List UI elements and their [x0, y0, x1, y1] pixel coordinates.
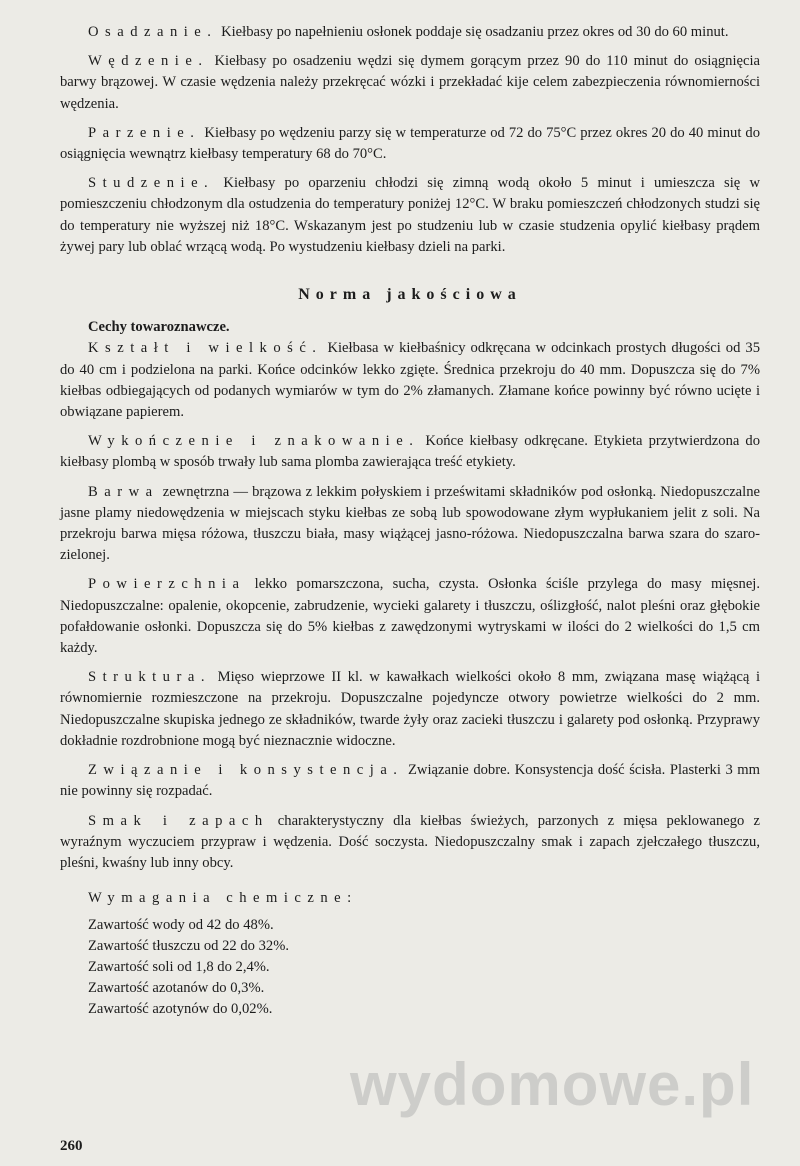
paragraph-lead: Wykończenie i znakowanie. [88, 433, 420, 450]
paragraph-text: Kiełbasy po osadzeniu wędzi się dymem gorącym przez 90 do 110 minut do osiągnięcia barwy brązowej. W czasie wędzenia należy przekręcać wózki i przekładać kije celem zabezpieczenia równomierności wędzenia. [60, 53, 760, 112]
chem-requirements-list [60, 915, 760, 1020]
paragraph-text: charakterystyczny dla kiełbas świeżych, parzonych z mięsa peklowanego z wyraźnym wyczuciem przypraw i wędzenia. Dość soczysta. Niedopuszczalny smak i zapach zjełczałego tłuszczu, pleśni, kwaśny lub inny obcy. [60, 812, 760, 871]
paragraph-zwiazanie [60, 760, 760, 802]
paragraph-text: Końce kiełbasy odkręcane. Etykieta przytwierdzona do kiełbasy plombą w sposób trwały lub sama plomba zawierająca treść etykiety. [60, 433, 760, 471]
paragraph-lead: Powierzchnia [88, 576, 246, 593]
paragraph-text: Mięso wieprzowe II kl. w kawałkach wielkości około 8 mm, związana masę wiążącą i równomiernie rozmieszczone na przekroju. Dopuszczalne pojedyncze otwory powietrze wielkości do 2 mm. Niedopuszczalne skupiska jednego ze składników, twarde żyły oraz zacieki tłuszczu i galarety pod osłonką. Przyprawy dokładnie rozdrobnione mogą być nieznacznie widoczne. [60, 669, 760, 749]
paragraph-text: zewnętrzna — brązowa z lekkim połyskiem i prześwitami składników pod osłonką. Niedopuszczalne jasne plamy niedowędzenia w miejscach styku kiełbas ze sobą lub spowodowane złym wypłukaniem jelit z soli. Na przekroju barwa mięsa różowa, tłuszczu biała, masy wiążącej jasno-różowa. Niedopuszczalna barwa szara do szaro-zielonej. [60, 483, 760, 564]
paragraph-lead: Kształt i wielkość. [88, 340, 323, 357]
list-item: Zawartość soli od 1,8 do 2,4%. [88, 959, 270, 976]
paragraph-parzenie [60, 123, 760, 165]
list-item: Zawartość azotynów do 0,02%. [88, 1001, 273, 1018]
paragraph-ksztalt [60, 338, 760, 423]
paragraph-text: Kiełbasy po wędzeniu parzy się w temperaturze od 72 do 75°C przez okres 20 do 40 minut do osiągnięcia wewnątrz kiełbasy temperatury 68 do 70°C. [60, 124, 760, 163]
paragraph-wykonczenie [60, 431, 760, 473]
paragraph-wedzenie [60, 51, 760, 115]
paragraph-lead: Związanie i konsystencja. [88, 762, 404, 779]
paragraph-lead: Barwa [88, 483, 159, 500]
paragraph-smak [60, 811, 760, 875]
paragraph-lead: Studzenie. [88, 175, 215, 192]
list-item: Zawartość azotanów do 0,3%. [88, 980, 265, 997]
paragraph-lead: Parzenie. [88, 124, 201, 141]
paragraph-text: Kiełbasy po oparzeniu chłodzi się zimną wodą około 5 minut i umieszcza się w pomieszczeniu chłodzonym dla ostudzenia do temperatury poniżej 12°C. W braku pomieszczeń chłodzonych studzi się do temperatury nie wyższej niż 18°C. Wskazanym jest po studzeniu lub w czasie studzenia opylić kiełbasy prądem żywej pary lub oblać wrzącą wodą. Po wystudzeniu kiełbasy dzieli na parki. [60, 175, 760, 255]
paragraph-text: Kiełbasy po napełnieniu osłonek poddaje się osadzaniu przez okres od 30 do 60 minut. [217, 24, 729, 40]
paragraph-osadzanie [60, 22, 760, 43]
paragraph-text: Kiełbasa w kiełbaśnicy odkręcana w odcinkach prostych długości od 35 do 40 cm i podzielona na parki. Końce odcinków lekko zgięte. Średnica przekroju do 40 mm. Dopuszcza się do 7% kiełbas odbiegających od podanych wymiarów w tym do 2% złamanych. Złamane końce powinny być równo ucięte i obwiązane papierem. [60, 340, 760, 421]
watermark: wydomowe.pl [350, 1051, 755, 1118]
paragraph-lead: Struktura. [88, 669, 211, 686]
paragraph-powierzchnia [60, 574, 760, 659]
paragraph-barwa [60, 482, 760, 567]
paragraph-struktura [60, 667, 760, 752]
paragraph-lead: Osadzanie. [88, 24, 218, 40]
process-section [60, 22, 760, 258]
paragraph-text: lekko pomarszczona, sucha, czysta. Osłonka ściśle przylega do masy mięsnej. Niedopuszczalne: opalenie, okopcenie, zabrudzenie, wycieki galarety i tłuszczu, oślizgłość, nalot pleśni oraz głębokie pofałdowanie osłonki. Dopuszcza się do 5% kiełbas z zawędzonymi wytryskami w ilości do 2 wielkości do 1,5 cm każdy. [60, 576, 760, 657]
paragraph-lead: Smak i zapach [88, 812, 269, 829]
norm-section [60, 338, 760, 874]
paragraph-text: Związanie dobre. Konsystencja dość ścisła. Plasterki 3 mm nie powinny się rozpadać. [60, 762, 760, 800]
document-page [60, 22, 760, 1020]
list-item: Zawartość wody od 42 do 48%. [88, 917, 274, 934]
list-item: Zawartość tłuszczu od 22 do 32%. [88, 938, 290, 955]
paragraph-lead: Wędzenie. [88, 53, 209, 70]
chem-requirements-title: Wymagania chemiczne: [88, 890, 358, 907]
paragraph-studzenie [60, 173, 760, 258]
page-number: 260 [60, 1138, 83, 1154]
section-heading: Norma jakościowa [298, 286, 522, 304]
subheading: Cechy towaroznawcze. [88, 319, 230, 336]
